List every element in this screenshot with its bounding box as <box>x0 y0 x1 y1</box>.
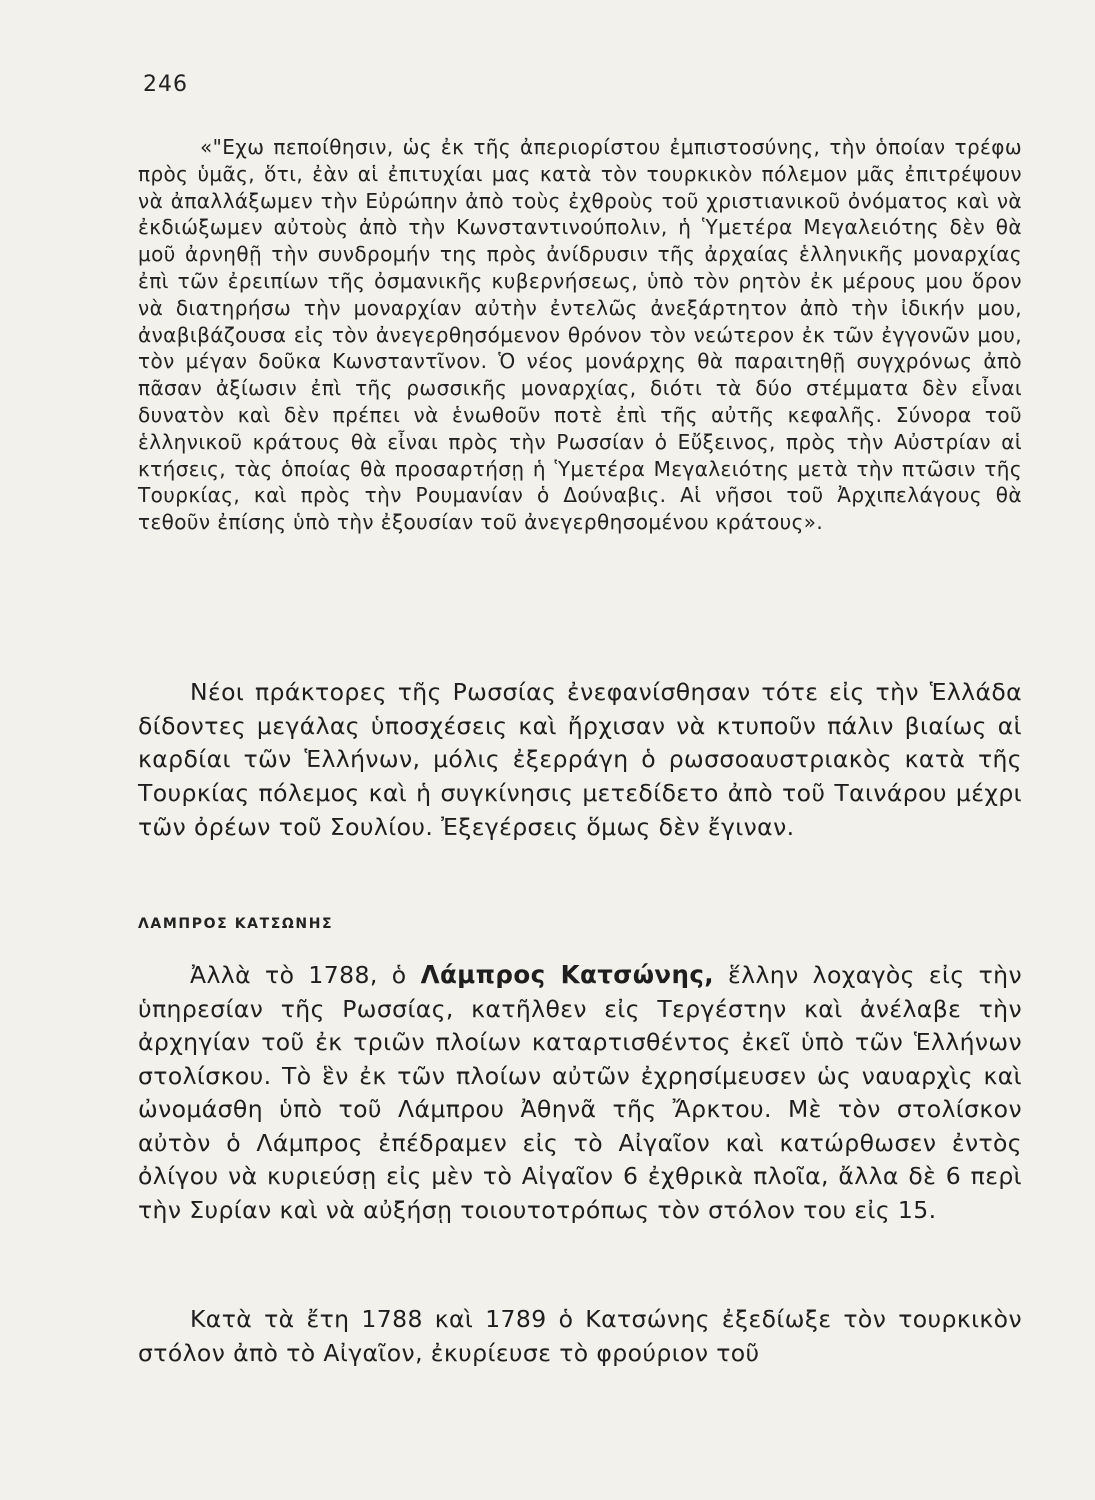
paragraph-lead: Ἀλλὰ τὸ 1788, ὁ <box>190 961 421 989</box>
paragraph-text: Κατὰ τὰ ἔτη 1788 καὶ 1789 ὁ Κατσώνης ἐξεδίωξε τὸν τουρκικὸν στόλον ἀπὸ τὸ Αἰγαῖον, ἐκυρίευσε τὸ φρούριον τοῦ <box>138 1305 1022 1367</box>
body-paragraph-katsonis <box>138 958 1022 1227</box>
section-heading: ΛΑΜΠΡΟΣ ΚΑΤΣΩΝΗΣ <box>138 916 334 932</box>
person-name-bold: Λάμπρος Κατσώνης, <box>420 960 714 989</box>
paragraph-rest: ἕλλην λοχαγὸς εἰς τὴν ὑπηρεσίαν τῆς Ρωσσίας, κατῆλθεν εἰς Τεργέστην καὶ ἀνέλαβε τὴν ἀρχηγίαν τοῦ ἐκ τριῶν πλοίων καταρτισθέντος ἐκεῖ ὑπὸ τῶν Ἑλλήνων στολίσκου. Τὸ ἓν ἐκ τῶν πλοίων αὐτῶν ἐχρησίμευσεν ὡς ναυαρχὶς καὶ ὠνομάσθη ὑπὸ τοῦ Λάμπρου Ἀθηνᾶ τῆς Ἄρκτου. Μὲ τὸν στολίσκον αὐτὸν ὁ Λάμπρος ἐπέδραμεν εἰς τὸ Αἰγαῖον καὶ κατώρθωσεν ἐντὸς ὀλίγου νὰ κυριεύσῃ εἰς μὲν τὸ Αἰγαῖον 6 ἐχθρικὰ πλοῖα, ἄλλα δὲ 6 περὶ τὴν Συρίαν καὶ νὰ αὐξήσῃ τοιουτοτρόπως τὸν στόλον του εἰς 15. <box>138 961 1023 1224</box>
page-number: 246 <box>143 72 188 97</box>
body-paragraph-campaign <box>138 1303 1022 1370</box>
paragraph-text: Νέοι πράκτορες τῆς Ρωσσίας ἐνεφανίσθησαν τότε εἰς τὴν Ἑλλάδα δίδοντες μεγάλας ὑποσχέσεις καὶ ἤρχισαν νὰ κτυποῦν πάλιν βιαίως αἱ καρδίαι τῶν Ἑλλήνων, μόλις ἐξερράγη ὁ ρωσσοαυστριακὸς κατὰ τῆς Τουρκίας πόλεμος καὶ ἡ συγκίνησις μετεδίδετο ἀπὸ τοῦ Ταινάρου μέχρι τῶν ὀρέων τοῦ Σουλίου. Ἐξεγέρσεις ὅμως δὲν ἔγιναν. <box>138 678 1022 841</box>
paragraph-text <box>138 958 1022 1227</box>
body-paragraph-agents <box>138 676 1022 845</box>
quote-paragraph: «"Εχω πεποίθησιν, ὡς ἐκ τῆς ἀπεριορίστου ἐμπιστοσύνης, τὴν ὁποίαν τρέφω πρὸς ὑμᾶς, ὅτι, ἐὰν αἱ ἐπιτυχίαι μας κατὰ τὸν τουρκικὸν πόλεμον μᾶς ἐπιτρέψουν νὰ ἀπαλλάξωμεν τὴν Εὐρώπην ἀπὸ τοὺς ἐχθροὺς τοῦ χριστιανικοῦ ὀνόματος καὶ νὰ ἐκδιώξωμεν αὐτοὺς ἀπὸ τὴν Κωνσταντινούπολιν, ἡ Ὑμετέρα Μεγαλειότης δὲν θὰ μοῦ ἀρνηθῇ τὴν συνδρομήν της πρὸς ἀνίδρυσιν τῆς ἀρχαίας ἑλληνικῆς μοναρχίας ἐπὶ τῶν ἐρειπίων τῆς ὀσμανικῆς κυβερνήσεως, ὑπὸ τὸν ρητὸν ἐκ μέρους μου ὅρον νὰ διατηρήσω τὴν μοναρχίαν αὐτὴν ἐντελῶς ἀνεξάρτητον ἀπὸ τὴν ἰδικήν μου, ἀναβιβάζουσα εἰς τὸν ἀνεγερθησόμενον θρόνον τὸν νεώτερον ἐκ τῶν ἐγγονῶν μου, τὸν μέγαν δοῦκα Κωνσταντῖνον. Ὁ νέος μονάρχης θὰ παραιτηθῇ συγχρόνως ἀπὸ πᾶσαν ἀξίωσιν ἐπὶ τῆς ρωσσικῆς μοναρχίας, διότι τὰ δύο στέμματα δὲν εἶναι δυνατὸν καὶ δὲν πρέπει νὰ ἑνωθοῦν ποτὲ ἐπὶ τῆς αὐτῆς κεφαλῆς. Σύνορα τοῦ ἑλληνικοῦ κράτους θὰ εἶναι πρὸς τὴν Ρωσσίαν ὁ Εὔξεινος, πρὸς τὴν Αὐστρίαν αἱ κτήσεις, τὰς ὁποίας θὰ προσαρτήσῃ ἡ Ὑμετέρα Μεγαλειότης μετὰ τὴν πτῶσιν τῆς Τουρκίας, καὶ πρὸς τὴν Ρουμανίαν ὁ Δούναβις. Αἱ νῆσοι τοῦ Ἀρχιπελάγους θὰ τεθοῦν ἐπίσης ὑπὸ τὴν ἐξουσίαν τοῦ ἀνεγερθησομένου κράτους». <box>138 135 1022 535</box>
quoted-letter <box>138 134 1022 536</box>
